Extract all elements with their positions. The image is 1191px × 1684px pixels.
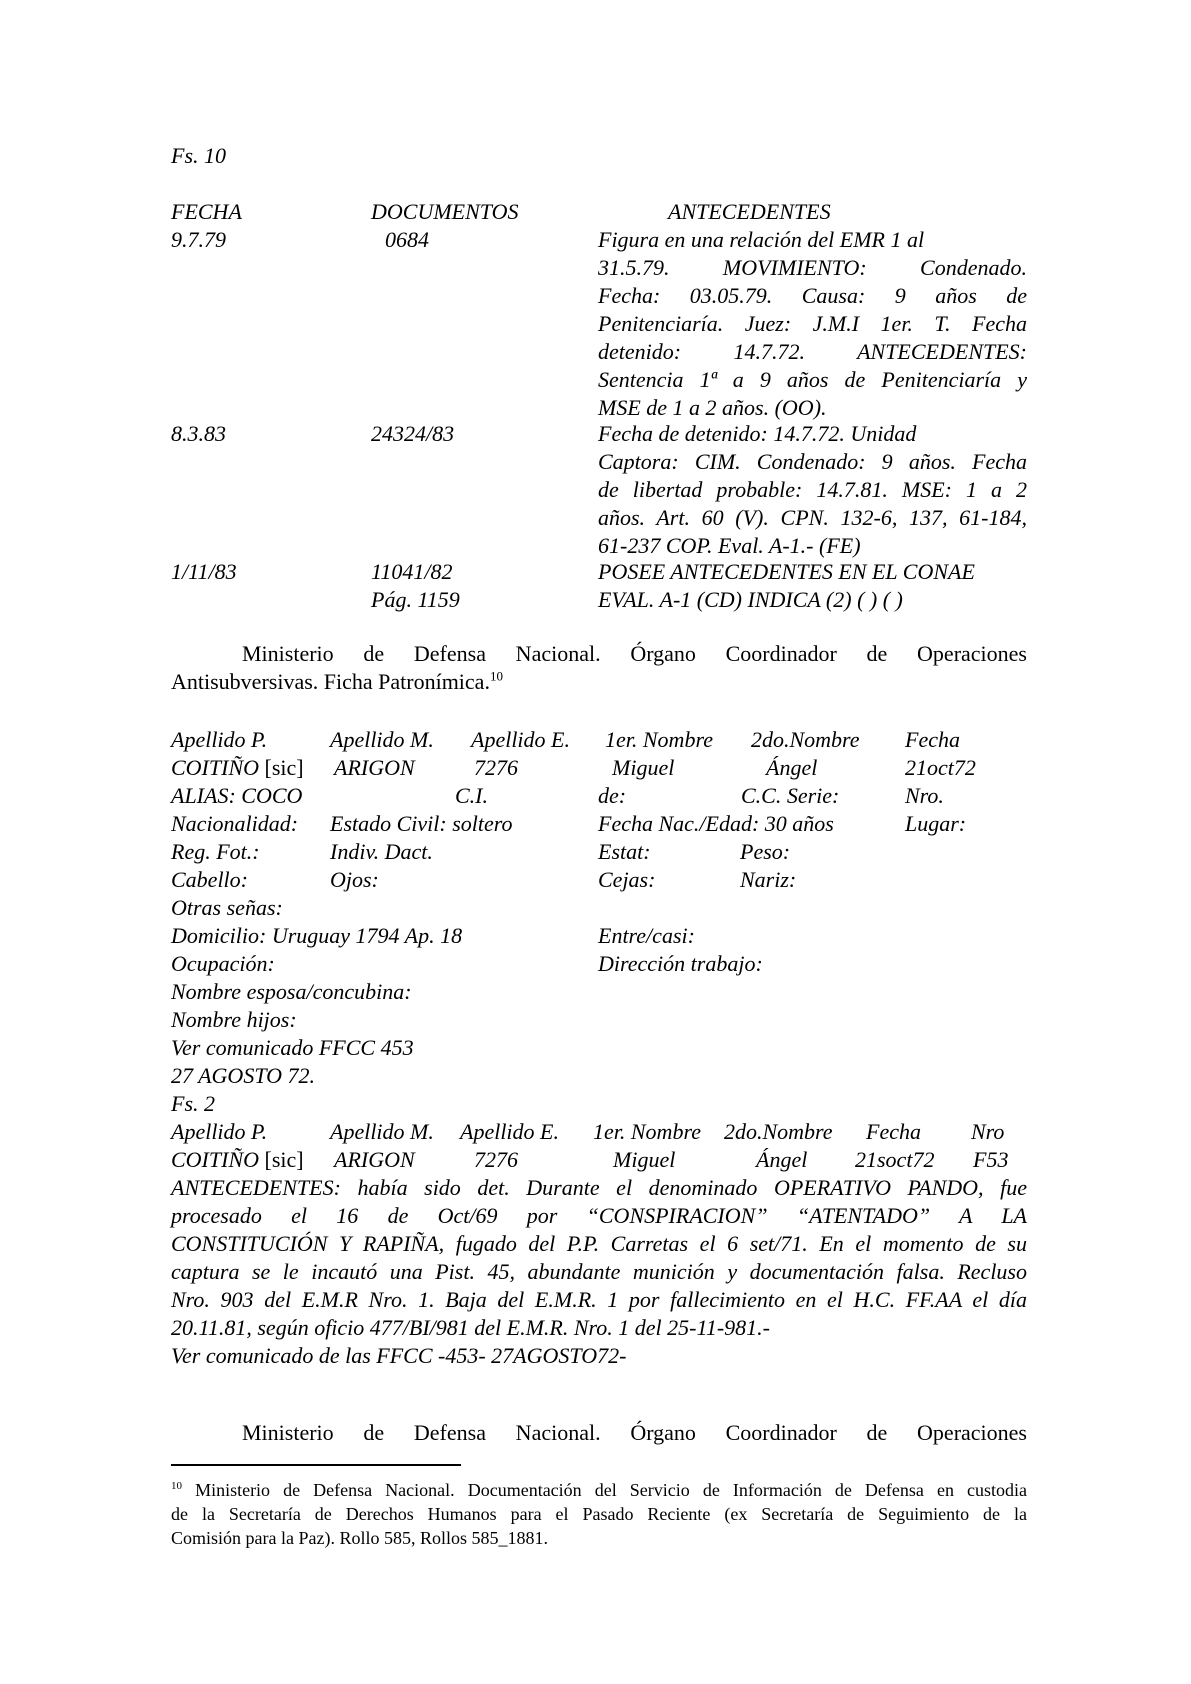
ficha2-antecedentes <box>171 1174 1027 1342</box>
ficha2-ver-comunicado: Ver comunicado de las FFCC -453- 27AGOSTO72- <box>171 1343 627 1368</box>
ficha-apellido-e: 7276 <box>474 755 518 780</box>
ficha-nariz: Nariz: <box>740 867 797 892</box>
row1-antecedentes-line: 31.5.79. MOVIMIENTO: Condenado. <box>598 255 1027 280</box>
sic-mark: [sic] <box>264 755 304 780</box>
ficha-apellido-m: ARIGON <box>334 755 415 780</box>
footnote-line-text: Ministerio de Defensa Nacional. Documentación del Servicio de Información de Defensa en custodia <box>195 1480 1027 1500</box>
ficha-col-fecha: Fecha <box>905 727 960 752</box>
row3-antecedentes-line: POSEE ANTECEDENTES EN EL CONAE <box>598 559 975 584</box>
col-header-documentos: DOCUMENTOS <box>371 199 519 224</box>
footnote-line <box>171 1478 1027 1502</box>
ficha2-col-apellido-m: Apellido M. <box>330 1119 434 1144</box>
ficha2-col-apellido-e: Apellido E. <box>460 1119 559 1144</box>
footnote-separator <box>171 1464 461 1466</box>
ficha2-apellido-p <box>171 1146 304 1174</box>
ficha2-apellido-m: ARIGON <box>334 1147 415 1172</box>
footnote-line: de la Secretaría de Derechos Humanos para el Pasado Reciente (ex Secretaría de Seguimiento de la <box>171 1504 1027 1524</box>
row2-documento: 24324/83 <box>371 421 455 446</box>
ficha-alias: ALIAS: COCO <box>171 783 303 808</box>
row2-antecedentes-line: 61-237 COP. Eval. A-1.- (FE) <box>598 533 861 558</box>
ficha2-col-fecha: Fecha <box>866 1119 921 1144</box>
ficha-apellido-p-text: COITIÑO <box>171 755 260 780</box>
paragraph-ministerio <box>171 640 1027 696</box>
ficha-de: de: <box>598 783 627 808</box>
ficha-estado-civil: Estado Civil: soltero <box>330 811 513 836</box>
ficha2-antecedentes-line: ANTECEDENTES: había sido det. Durante el denominado OPERATIVO PANDO, fue <box>171 1175 1027 1200</box>
row1-antecedentes-line: MSE de 1 a 2 años. (OO). <box>598 395 827 420</box>
ficha-ocupacion: Ocupación: <box>171 951 275 976</box>
ficha-nro: Nro. <box>905 783 944 808</box>
ficha2-col-nombre2: 2do.Nombre <box>724 1119 833 1144</box>
ficha-fecha-nac: Fecha Nac./Edad: 30 años <box>598 811 834 836</box>
ficha-col-apellido-e: Apellido E. <box>471 727 570 752</box>
ficha2-fecha: 21soct72 <box>855 1147 935 1172</box>
ficha-ver-comunicado: Ver comunicado FFCC 453 <box>171 1035 414 1060</box>
col-header-antecedentes: ANTECEDENTES <box>668 199 831 224</box>
ficha2-apellido-e: 7276 <box>474 1147 518 1172</box>
row2-antecedentes-line: Captora: CIM. Condenado: 9 años. Fecha <box>598 449 1027 474</box>
ficha-ci: C.I. <box>455 783 488 808</box>
row2-antecedentes-line: años. Art. 60 (V). CPN. 132-6, 137, 61-184, <box>598 505 1027 530</box>
row1-antecedentes-line: Sentencia 1ª a 9 años de Penitenciaría y <box>598 367 1027 392</box>
ficha-apellido-p <box>171 754 304 782</box>
row1-antecedentes-line: detenido: 14.7.72. ANTECEDENTES: <box>598 339 1027 364</box>
ficha2-antecedentes-line: procesado el 16 de Oct/69 por “CONSPIRACION” “ATENTADO” A LA <box>171 1203 1027 1228</box>
row2-antecedentes-line: de libertad probable: 14.7.81. MSE: 1 a 2 <box>598 477 1027 502</box>
ficha-domicilio: Domicilio: Uruguay 1794 Ap. 18 <box>171 923 463 948</box>
sic-mark: [sic] <box>264 1147 304 1172</box>
ficha2-nombre2: Ángel <box>756 1147 808 1172</box>
ficha-nombre-hijos: Nombre hijos: <box>171 1007 297 1032</box>
row1-antecedentes-line: Penitenciaría. Juez: J.M.I 1er. T. Fecha <box>598 311 1027 336</box>
ficha-direccion-trabajo: Dirección trabajo: <box>598 951 763 976</box>
ficha-cabello: Cabello: <box>171 867 248 892</box>
ficha-col-nombre1: 1er. Nombre <box>605 727 713 752</box>
row2-antecedentes-line: Fecha de detenido: 14.7.72. Unidad <box>598 421 917 446</box>
paragraph-line-text: Antisubversivas. Ficha Patronímica. <box>171 669 490 694</box>
footnote-number: 10 <box>171 1480 182 1492</box>
paragraph-ministerio-2 <box>171 1419 1027 1447</box>
ficha-col-apellido-p: Apellido P. <box>171 727 268 752</box>
ficha2-antecedentes-line: Nro. 903 del E.M.R Nro. 1. Baja del E.M.R. 1 por fallecimiento en el H.C. FF.AA el día <box>171 1287 1027 1312</box>
ficha2-antecedentes-line: captura se le incautó una Pist. 45, abundante munición y documentación falsa. Recluso <box>171 1259 1027 1284</box>
ficha-col-nombre2: 2do.Nombre <box>751 727 860 752</box>
ficha-nacionalidad: Nacionalidad: <box>171 811 299 836</box>
ficha-cc-serie: C.C. Serie: <box>741 783 840 808</box>
folio-number: Fs. 10 <box>171 143 226 168</box>
footnote-line: Comisión para la Paz). Rollo 585, Rollos 585_1881. <box>171 1528 548 1548</box>
ficha-nombre-esposa: Nombre esposa/concubina: <box>171 979 412 1004</box>
ficha-estat: Estat: <box>598 839 651 864</box>
ficha-otras-senas: Otras señas: <box>171 895 283 920</box>
paragraph-line: Ministerio de Defensa Nacional. Órgano Coordinador de Operaciones <box>242 1420 1027 1445</box>
ficha2-apellido-p-text: COITIÑO <box>171 1147 260 1172</box>
row2-antecedentes <box>598 420 1027 560</box>
ficha2-antecedentes-line: 20.11.81, según oficio 477/BI/981 del E.M.R. Nro. 1 del 25-11-981.- <box>171 1315 771 1340</box>
row1-fecha: 9.7.79 <box>171 227 226 252</box>
ficha-lugar: Lugar: <box>905 811 967 836</box>
ficha2-col-nombre1: 1er. Nombre <box>593 1119 701 1144</box>
row3-antecedentes-line: EVAL. A-1 (CD) INDICA (2) ( ) ( ) <box>598 587 903 612</box>
ficha-ojos: Ojos: <box>330 867 379 892</box>
folio-number-2: Fs. 2 <box>171 1091 215 1116</box>
row2-fecha: 8.3.83 <box>171 421 226 446</box>
ficha2-nombre1: Miguel <box>613 1147 676 1172</box>
ficha2-nro: F53 <box>973 1147 1009 1172</box>
ficha-fecha-comunicado: 27 AGOSTO 72. <box>171 1063 316 1088</box>
ficha2-col-apellido-p: Apellido P. <box>171 1119 268 1144</box>
ficha-fecha: 21oct72 <box>905 755 976 780</box>
footnote-reference: 10 <box>489 668 503 684</box>
ficha-entre-casi: Entre/casi: <box>598 923 695 948</box>
row1-antecedentes-line: Fecha: 03.05.79. Causa: 9 años de <box>598 283 1027 308</box>
footnote <box>171 1478 1027 1550</box>
ficha2-col-nro: Nro <box>971 1119 1005 1144</box>
row1-antecedentes <box>598 226 1027 422</box>
ficha-cejas: Cejas: <box>598 867 656 892</box>
ficha-nombre1: Miguel <box>612 755 675 780</box>
paragraph-line-2 <box>171 668 1027 696</box>
ficha-indiv-dact: Indiv. Dact. <box>330 839 433 864</box>
paragraph-line: Ministerio de Defensa Nacional. Órgano Coordinador de Operaciones <box>242 641 1027 666</box>
row3-documento: 11041/82 <box>371 559 453 584</box>
ficha-col-apellido-m: Apellido M. <box>330 727 434 752</box>
ficha-peso: Peso: <box>740 839 791 864</box>
row1-documento: 0684 <box>385 227 429 252</box>
ficha2-antecedentes-line: CONSTITUCIÓN Y RAPIÑA, fugado del P.P. Carretas el 6 set/71. En el momento de su <box>171 1231 1027 1256</box>
ficha-reg-fot: Reg. Fot.: <box>171 839 260 864</box>
row3-pagina: Pág. 1159 <box>371 587 460 612</box>
row3-fecha: 1/11/83 <box>171 559 237 584</box>
col-header-fecha: FECHA <box>171 199 242 224</box>
ficha-nombre2: Ángel <box>766 755 818 780</box>
row1-antecedentes-line: Figura en una relación del EMR 1 al <box>598 227 925 252</box>
